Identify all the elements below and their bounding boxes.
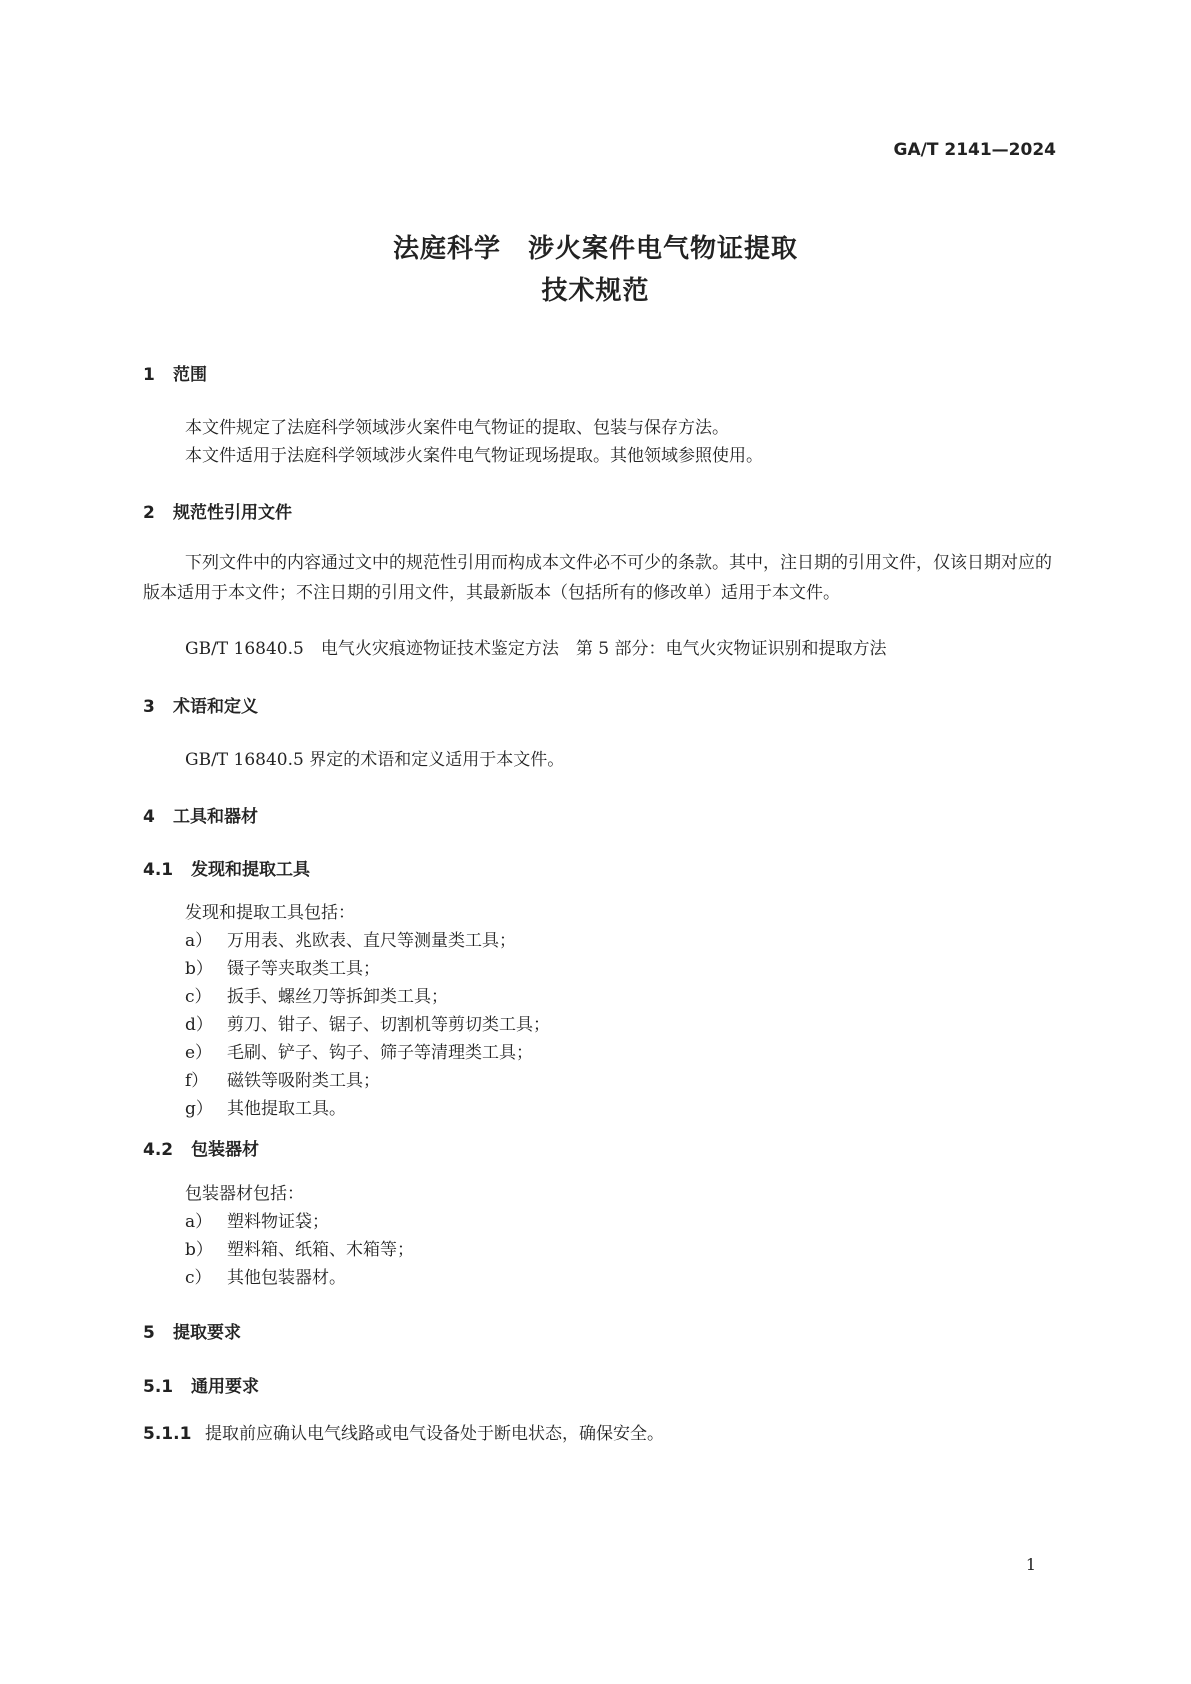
list-item bbox=[185, 926, 516, 951]
subsection-number: 4.1 bbox=[143, 860, 174, 880]
section-2-heading bbox=[143, 498, 292, 523]
list-item-text: 其他提取工具。 bbox=[227, 1099, 346, 1119]
list-item-text: 毛刷、铲子、钩子、筛子等清理类工具； bbox=[227, 1043, 533, 1063]
subsection-5-1-heading bbox=[143, 1372, 259, 1397]
subsection-4-2-heading bbox=[143, 1135, 259, 1160]
list-marker: g） bbox=[185, 1099, 213, 1119]
clause-5-1-1 bbox=[143, 1419, 664, 1444]
paragraph: GB/T 16840.5 界定的术语和定义适用于本文件。 bbox=[185, 750, 565, 770]
section-3-heading bbox=[143, 692, 258, 717]
section-number: 3 bbox=[143, 697, 155, 717]
list-marker: b） bbox=[185, 1240, 213, 1260]
list-marker: b） bbox=[185, 959, 213, 979]
subsection-number: 4.2 bbox=[143, 1140, 174, 1160]
list-item bbox=[185, 954, 380, 979]
list-marker: f） bbox=[185, 1071, 209, 1091]
list-intro: 发现和提取工具包括： bbox=[185, 903, 355, 923]
list-item-text: 剪刀、钳子、锯子、切割机等剪切类工具； bbox=[227, 1015, 550, 1035]
clause-number: 5.1.1 bbox=[143, 1424, 192, 1444]
paragraph: 本文件规定了法庭科学领域涉火案件电气物证的提取、包装与保存方法。 bbox=[185, 418, 729, 438]
subsection-number: 5.1 bbox=[143, 1377, 174, 1397]
section-5-heading bbox=[143, 1318, 241, 1343]
page-number: 1 bbox=[1025, 1555, 1036, 1574]
list-item-text: 万用表、兆欧表、直尺等测量类工具； bbox=[227, 931, 516, 951]
clause-text: 提取前应确认电气线路或电气设备处于断电状态，确保安全。 bbox=[205, 1424, 664, 1444]
list-item-text: 扳手、螺丝刀等拆卸类工具； bbox=[227, 987, 448, 1007]
list-item bbox=[185, 1235, 414, 1260]
list-marker: c） bbox=[185, 1268, 212, 1288]
list-intro: 包装器材包括： bbox=[185, 1184, 304, 1204]
list-item bbox=[185, 1066, 380, 1091]
normative-reference: GB/T 16840.5 电气火灾痕迹物证技术鉴定方法 第 5 部分：电气火灾物证识别和提取方法 bbox=[185, 639, 887, 659]
list-marker: d） bbox=[185, 1015, 213, 1035]
paragraph: 本文件适用于法庭科学领域涉火案件电气物证现场提取。其他领域参照使用。 bbox=[185, 446, 763, 466]
list-item bbox=[185, 1263, 346, 1288]
section-title: 提取要求 bbox=[173, 1323, 241, 1343]
list-marker: a） bbox=[185, 931, 213, 951]
document-title-line1: 法庭科学 涉火案件电气物证提取 bbox=[392, 234, 798, 264]
subsection-title: 包装器材 bbox=[191, 1140, 259, 1160]
list-item bbox=[185, 982, 448, 1007]
section-title: 规范性引用文件 bbox=[173, 503, 292, 523]
section-number: 5 bbox=[143, 1323, 155, 1343]
list-item-text: 其他包装器材。 bbox=[227, 1268, 346, 1288]
list-item-text: 镊子等夹取类工具； bbox=[227, 959, 380, 979]
section-1-heading bbox=[143, 360, 207, 385]
subsection-title: 通用要求 bbox=[191, 1377, 259, 1397]
list-item bbox=[185, 1010, 550, 1035]
section-number: 2 bbox=[143, 503, 155, 523]
list-item bbox=[185, 1038, 533, 1063]
section-4-heading bbox=[143, 802, 258, 827]
section-title: 术语和定义 bbox=[173, 697, 258, 717]
list-marker: c） bbox=[185, 987, 212, 1007]
section-number: 4 bbox=[143, 807, 155, 827]
paragraph: 下列文件中的内容通过文中的规范性引用而构成本文件必不可少的条款。其中，注日期的引用文件，仅该日期对应的版本适用于本文件；不注日期的引用文件，其最新版本（包括所有的修改单）适用于本文件。 bbox=[143, 553, 1052, 603]
subsection-4-1-heading bbox=[143, 855, 310, 880]
list-marker: e） bbox=[185, 1043, 213, 1063]
list-item-text: 塑料箱、纸箱、木箱等； bbox=[227, 1240, 414, 1260]
standard-number: GA/T 2141—2024 bbox=[893, 140, 1056, 160]
list-marker: a） bbox=[185, 1212, 213, 1232]
list-item-text: 塑料物证袋； bbox=[227, 1212, 329, 1232]
list-item bbox=[185, 1207, 329, 1232]
section-title: 范围 bbox=[173, 365, 207, 385]
document-title-line2: 技术规范 bbox=[541, 276, 650, 306]
section-title: 工具和器材 bbox=[173, 807, 258, 827]
subsection-title: 发现和提取工具 bbox=[191, 860, 310, 880]
section-number: 1 bbox=[143, 365, 155, 385]
list-item bbox=[185, 1094, 346, 1119]
list-item-text: 磁铁等吸附类工具； bbox=[227, 1071, 380, 1091]
